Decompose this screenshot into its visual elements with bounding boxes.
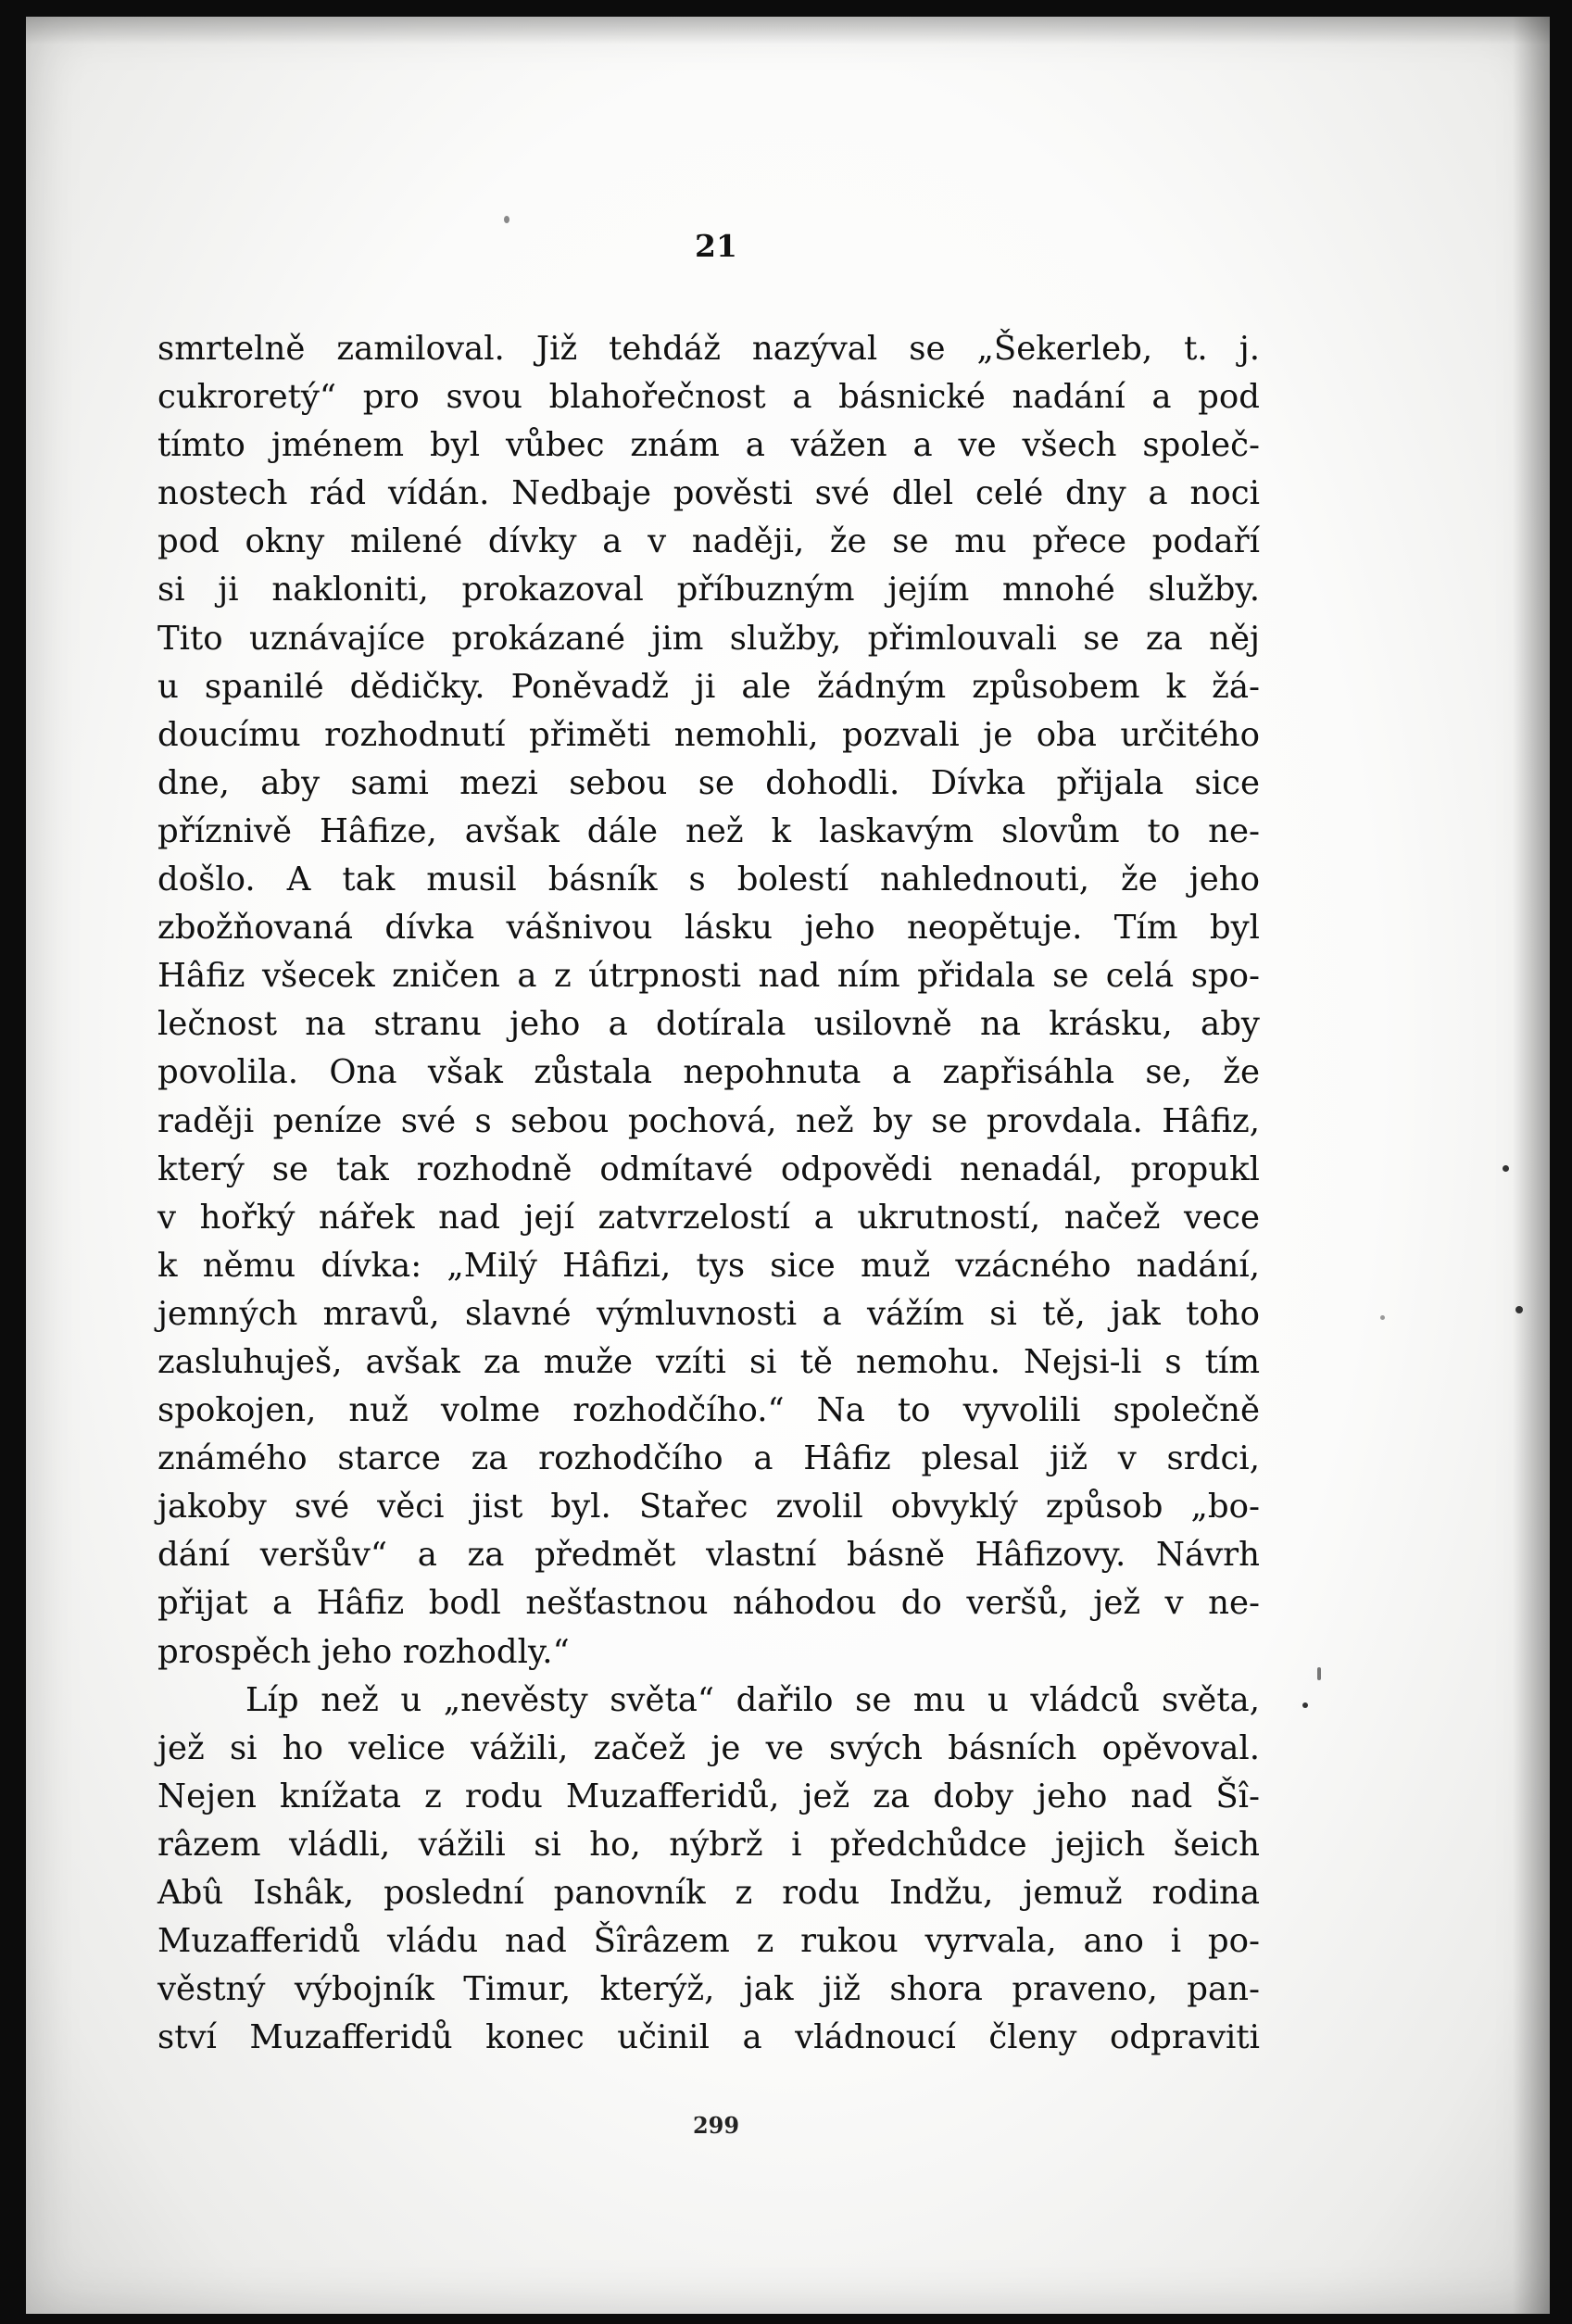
printer-signature: 299 xyxy=(692,2112,740,2139)
text-line: râzem vládli, vážili si ho, nýbrž i předchůdce jejich šeich xyxy=(157,1825,1260,1864)
speck-mark xyxy=(1515,1306,1523,1313)
text-line: spokojen, nuž volme rozhodčího.“ Na to vyvolili společně xyxy=(157,1391,1260,1430)
text-line: došlo. A tak musil básník s bolestí nahlednouti, že jeho xyxy=(157,861,1260,899)
text-line: Muzafferidů vládu nad Šîrâzem z rukou vyrvala, ano i po- xyxy=(157,1922,1260,1961)
text-line: ství Muzafferidů konec učinil a vládnoucí členy odpraviti xyxy=(157,2018,1260,2057)
text-line: si ji nakloniti, prokazoval příbuzným jejím mnohé služby. xyxy=(157,571,1260,609)
text-line: raději peníze své s sebou pochová, než by se provdala. Hâfiz, xyxy=(157,1101,1260,1140)
text-line: Abû Ishâk, poslední panovník z rodu Indžu, jemuž rodina xyxy=(157,1874,1260,1912)
text-line: Nejen knížata z rodu Muzafferidů, jež za doby jeho nad Šî- xyxy=(157,1777,1260,1815)
text-line: jakoby své věci jist byl. Stařec zvolil obvyklý způsob „bo- xyxy=(157,1488,1260,1526)
speck-mark xyxy=(504,216,509,223)
text-line: nostech rád vídán. Nedbaje pověsti své dlel celé dny a noci xyxy=(157,474,1260,513)
text-line: příznivě Hâfize, avšak dále než k laskavým slovům to ne- xyxy=(157,811,1260,850)
speck-mark xyxy=(1317,1667,1321,1680)
text-line: smrtelně zamiloval. Již tehdáž nazýval se „Šekerleb, t. j. xyxy=(157,330,1260,368)
text-line: doucímu rozhodnutí přiměti nemohli, pozvali je oba určitého xyxy=(157,715,1260,754)
text-line: jež si ho velice vážili, začež je ve svých básních opěvoval. xyxy=(157,1728,1260,1767)
text-line: k němu dívka: „Milý Hâfizi, tys sice muž vzácného nadání, xyxy=(157,1246,1260,1285)
text-line: zbožňovaná dívka vášnivou lásku jeho neopětuje. Tím byl xyxy=(157,909,1260,948)
text-line: lečnost na stranu jeho a dotírala usilovně na krásku, aby xyxy=(157,1005,1260,1044)
text-line: dne, aby sami mezi sebou se dohodli. Dívka přijala sice xyxy=(157,763,1260,802)
text-line: v hořký nářek nad její zatvrzelostí a ukrutností, načež vece xyxy=(157,1198,1260,1237)
text-line: cukroretý“ pro svou blahořečnost a básnické nadání a pod xyxy=(157,378,1260,417)
page-shadow-top xyxy=(26,17,1550,44)
text-line: Tito uznávajíce prokázané jim služby, přimlouvali se za něj xyxy=(157,619,1260,658)
paragraph-1 xyxy=(157,325,1260,1677)
speck-mark xyxy=(1302,1702,1308,1708)
text-line: věstný výbojník Timur, kterýž, jak již shora praveno, pan- xyxy=(157,1970,1260,2009)
text-line: pod okny milené dívky a v naději, že se mu přece podaří xyxy=(157,522,1260,561)
speck-mark xyxy=(1503,1165,1509,1172)
page-shadow-right xyxy=(1513,17,1550,2314)
text-line: Líp než u „nevěsty světa“ dařilo se mu u vládců světa, xyxy=(245,1680,1260,1719)
text-line: dání veršův“ a za předmět vlastní básně Hâfizovy. Návrh xyxy=(157,1536,1260,1575)
text-line: jemných mravů, slavné výmluvnosti a vážím si tě, jak toho xyxy=(157,1294,1260,1333)
text-line: prospěch jeho rozhodly.“ xyxy=(157,1632,570,1671)
body-text xyxy=(157,325,1260,2062)
paragraph-2 xyxy=(157,1677,1260,2063)
text-line: zasluhuješ, avšak za muže vzíti si tě nemohu. Nejsi-li s tím xyxy=(157,1342,1260,1381)
page-number: 21 xyxy=(695,228,737,264)
speck-mark xyxy=(1380,1315,1385,1320)
text-line: přijat a Hâfiz bodl nešťastnou náhodou do veršů, jež v ne- xyxy=(157,1584,1260,1623)
text-line: povolila. Ona však zůstala nepohnuta a zapřisáhla se, že xyxy=(157,1053,1260,1092)
text-line: který se tak rozhodně odmítavé odpovědi nenadál, propukl xyxy=(157,1149,1260,1188)
text-line: známého starce za rozhodčího a Hâfiz plesal již v srdci, xyxy=(157,1439,1260,1478)
text-line: Hâfiz všecek zničen a z útrpnosti nad ním přidala se celá spo- xyxy=(157,957,1260,996)
text-line: tímto jménem byl vůbec znám a vážen a ve všech společ- xyxy=(157,426,1260,465)
book-page xyxy=(26,17,1550,2314)
text-line: u spanilé dědičky. Poněvadž ji ale žádným způsobem k žá- xyxy=(157,667,1260,706)
